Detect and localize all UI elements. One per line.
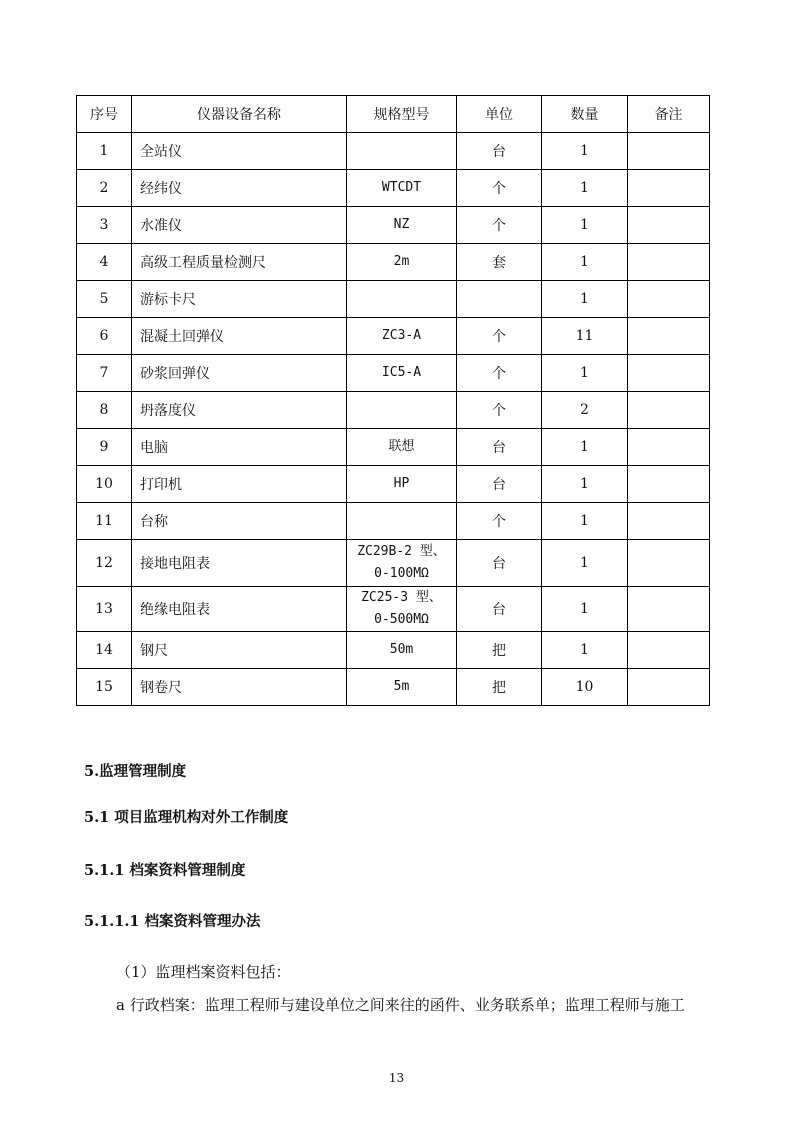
cell-spec-line1: ZC25-3 型、 bbox=[361, 590, 442, 605]
cell-unit: 台 bbox=[457, 587, 542, 632]
cell-note bbox=[628, 133, 710, 170]
cell-unit: 个 bbox=[457, 170, 542, 207]
table-row bbox=[77, 669, 710, 706]
cell-spec-line1: ZC29B-2 型、 bbox=[357, 544, 446, 559]
cell-no: 7 bbox=[77, 355, 132, 392]
cell-name: 游标卡尺 bbox=[132, 281, 347, 318]
cell-qty: 1 bbox=[542, 244, 628, 281]
header-name: 仪器设备名称 bbox=[132, 96, 347, 133]
cell-no: 11 bbox=[77, 503, 132, 540]
table-row bbox=[77, 244, 710, 281]
cell-note bbox=[628, 281, 710, 318]
table-row bbox=[77, 429, 710, 466]
cell-no: 1 bbox=[77, 133, 132, 170]
cell-unit: 台 bbox=[457, 466, 542, 503]
cell-spec-line2: 0-500MΩ bbox=[374, 612, 429, 627]
cell-spec bbox=[347, 503, 457, 540]
cell-unit: 套 bbox=[457, 244, 542, 281]
table-row bbox=[77, 207, 710, 244]
cell-no: 9 bbox=[77, 429, 132, 466]
table-row bbox=[77, 503, 710, 540]
cell-no: 3 bbox=[77, 207, 132, 244]
cell-name: 坍落度仪 bbox=[132, 392, 347, 429]
cell-name: 电脑 bbox=[132, 429, 347, 466]
cell-unit: 台 bbox=[457, 429, 542, 466]
cell-spec bbox=[347, 133, 457, 170]
cell-note bbox=[628, 632, 710, 669]
cell-qty: 1 bbox=[542, 587, 628, 632]
table-row bbox=[77, 540, 710, 587]
section-heading-5-1-1: 5.1.1 档案资料管理制度 bbox=[84, 862, 246, 879]
body-paragraph-1: （1）监理档案资料包括： bbox=[116, 963, 291, 981]
cell-unit bbox=[457, 281, 542, 318]
cell-name: 经纬仪 bbox=[132, 170, 347, 207]
cell-spec bbox=[347, 587, 457, 632]
cell-note bbox=[628, 355, 710, 392]
cell-qty: 1 bbox=[542, 355, 628, 392]
cell-unit: 个 bbox=[457, 392, 542, 429]
cell-spec: ZC3-A bbox=[347, 318, 457, 355]
cell-spec: 5m bbox=[347, 669, 457, 706]
equipment-table bbox=[76, 95, 710, 706]
cell-name: 接地电阻表 bbox=[132, 540, 347, 587]
section-heading-5-1: 5.1 项目监理机构对外工作制度 bbox=[84, 809, 289, 826]
cell-spec: HP bbox=[347, 466, 457, 503]
table-row bbox=[77, 355, 710, 392]
cell-note bbox=[628, 392, 710, 429]
cell-qty: 1 bbox=[542, 429, 628, 466]
header-spec: 规格型号 bbox=[347, 96, 457, 133]
cell-note bbox=[628, 244, 710, 281]
cell-no: 10 bbox=[77, 466, 132, 503]
cell-qty: 1 bbox=[542, 503, 628, 540]
cell-unit: 把 bbox=[457, 632, 542, 669]
table-row bbox=[77, 281, 710, 318]
cell-unit: 把 bbox=[457, 669, 542, 706]
cell-unit: 个 bbox=[457, 503, 542, 540]
cell-name: 钢卷尺 bbox=[132, 669, 347, 706]
table-row bbox=[77, 466, 710, 503]
cell-name: 台称 bbox=[132, 503, 347, 540]
cell-spec: WTCDT bbox=[347, 170, 457, 207]
header-qty: 数量 bbox=[542, 96, 628, 133]
cell-name: 打印机 bbox=[132, 466, 347, 503]
cell-no: 8 bbox=[77, 392, 132, 429]
cell-qty: 1 bbox=[542, 170, 628, 207]
header-note: 备注 bbox=[628, 96, 710, 133]
cell-qty: 1 bbox=[542, 207, 628, 244]
cell-name: 钢尺 bbox=[132, 632, 347, 669]
cell-no: 15 bbox=[77, 669, 132, 706]
cell-name: 混凝土回弹仪 bbox=[132, 318, 347, 355]
cell-no: 6 bbox=[77, 318, 132, 355]
cell-qty: 2 bbox=[542, 392, 628, 429]
table-row bbox=[77, 318, 710, 355]
cell-spec: 2m bbox=[347, 244, 457, 281]
cell-no: 13 bbox=[77, 587, 132, 632]
cell-name: 全站仪 bbox=[132, 133, 347, 170]
cell-name: 砂浆回弹仪 bbox=[132, 355, 347, 392]
cell-note bbox=[628, 540, 710, 587]
cell-unit: 个 bbox=[457, 207, 542, 244]
cell-no: 12 bbox=[77, 540, 132, 587]
cell-qty: 1 bbox=[542, 281, 628, 318]
page-number: 13 bbox=[388, 1071, 405, 1085]
cell-spec: 50m bbox=[347, 632, 457, 669]
cell-name: 水准仪 bbox=[132, 207, 347, 244]
table-row bbox=[77, 170, 710, 207]
cell-qty: 10 bbox=[542, 669, 628, 706]
cell-qty: 11 bbox=[542, 318, 628, 355]
section-heading-5-1-1-1: 5.1.1.1 档案资料管理办法 bbox=[84, 913, 261, 930]
cell-note bbox=[628, 466, 710, 503]
cell-qty: 1 bbox=[542, 540, 628, 587]
table-header-row bbox=[77, 96, 710, 133]
cell-unit: 个 bbox=[457, 318, 542, 355]
table-row bbox=[77, 632, 710, 669]
table-row bbox=[77, 587, 710, 632]
body-paragraph-2: a 行政档案：监理工程师与建设单位之间来往的函件、业务联系单；监理工程师与施工 bbox=[116, 996, 685, 1014]
cell-qty: 1 bbox=[542, 133, 628, 170]
cell-spec: 联想 bbox=[347, 429, 457, 466]
cell-no: 2 bbox=[77, 170, 132, 207]
cell-no: 14 bbox=[77, 632, 132, 669]
cell-no: 4 bbox=[77, 244, 132, 281]
cell-note bbox=[628, 318, 710, 355]
header-unit: 单位 bbox=[457, 96, 542, 133]
cell-note bbox=[628, 207, 710, 244]
table-row bbox=[77, 133, 710, 170]
cell-note bbox=[628, 587, 710, 632]
cell-name: 绝缘电阻表 bbox=[132, 587, 347, 632]
cell-note bbox=[628, 669, 710, 706]
cell-spec-line2: 0-100MΩ bbox=[374, 566, 429, 581]
cell-qty: 1 bbox=[542, 466, 628, 503]
cell-note bbox=[628, 170, 710, 207]
cell-spec: NZ bbox=[347, 207, 457, 244]
cell-note bbox=[628, 429, 710, 466]
cell-unit: 台 bbox=[457, 540, 542, 587]
cell-unit: 个 bbox=[457, 355, 542, 392]
cell-no: 5 bbox=[77, 281, 132, 318]
cell-spec bbox=[347, 540, 457, 587]
cell-name: 高级工程质量检测尺 bbox=[132, 244, 347, 281]
cell-qty: 1 bbox=[542, 632, 628, 669]
cell-unit: 台 bbox=[457, 133, 542, 170]
header-no: 序号 bbox=[77, 96, 132, 133]
cell-spec bbox=[347, 281, 457, 318]
table-row bbox=[77, 392, 710, 429]
cell-spec: IC5-A bbox=[347, 355, 457, 392]
cell-note bbox=[628, 503, 710, 540]
section-heading-5: 5.监理管理制度 bbox=[84, 763, 187, 780]
cell-spec bbox=[347, 392, 457, 429]
